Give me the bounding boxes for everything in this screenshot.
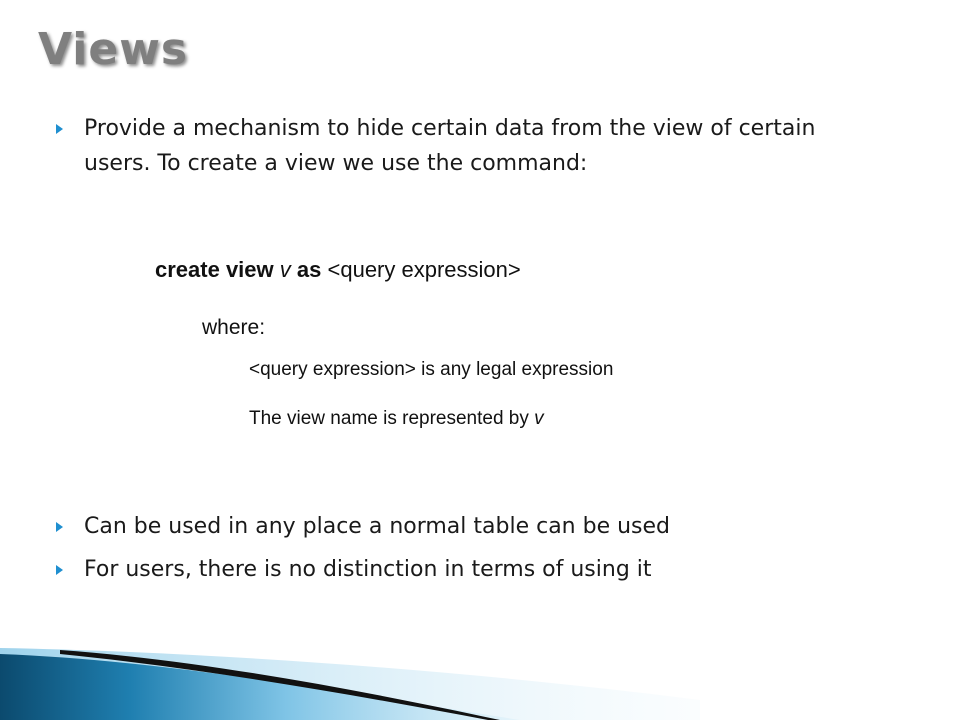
query-note-text: is any legal expression: [421, 359, 614, 380]
keyword-as: as: [296, 257, 322, 282]
where-label: where:: [202, 316, 266, 339]
name-note-text: The view name is represented by: [249, 408, 529, 429]
query-note-placeholder: <query expression>: [249, 359, 416, 380]
bullet-text: Can be used in any place a normal table can be used: [84, 514, 671, 539]
slide-title: Views: [38, 24, 189, 75]
bullet-text: For users, there is no distinction in terms of using it: [84, 557, 652, 582]
name-note-var: v: [534, 408, 544, 429]
query-placeholder: <query expression>: [327, 257, 521, 282]
bullet-text: Provide a mechanism to hide certain data from the view of certain users. To create a view we use the command:: [84, 116, 816, 176]
keyword-create-view: create view: [155, 257, 274, 282]
view-name-var: v: [279, 257, 291, 282]
